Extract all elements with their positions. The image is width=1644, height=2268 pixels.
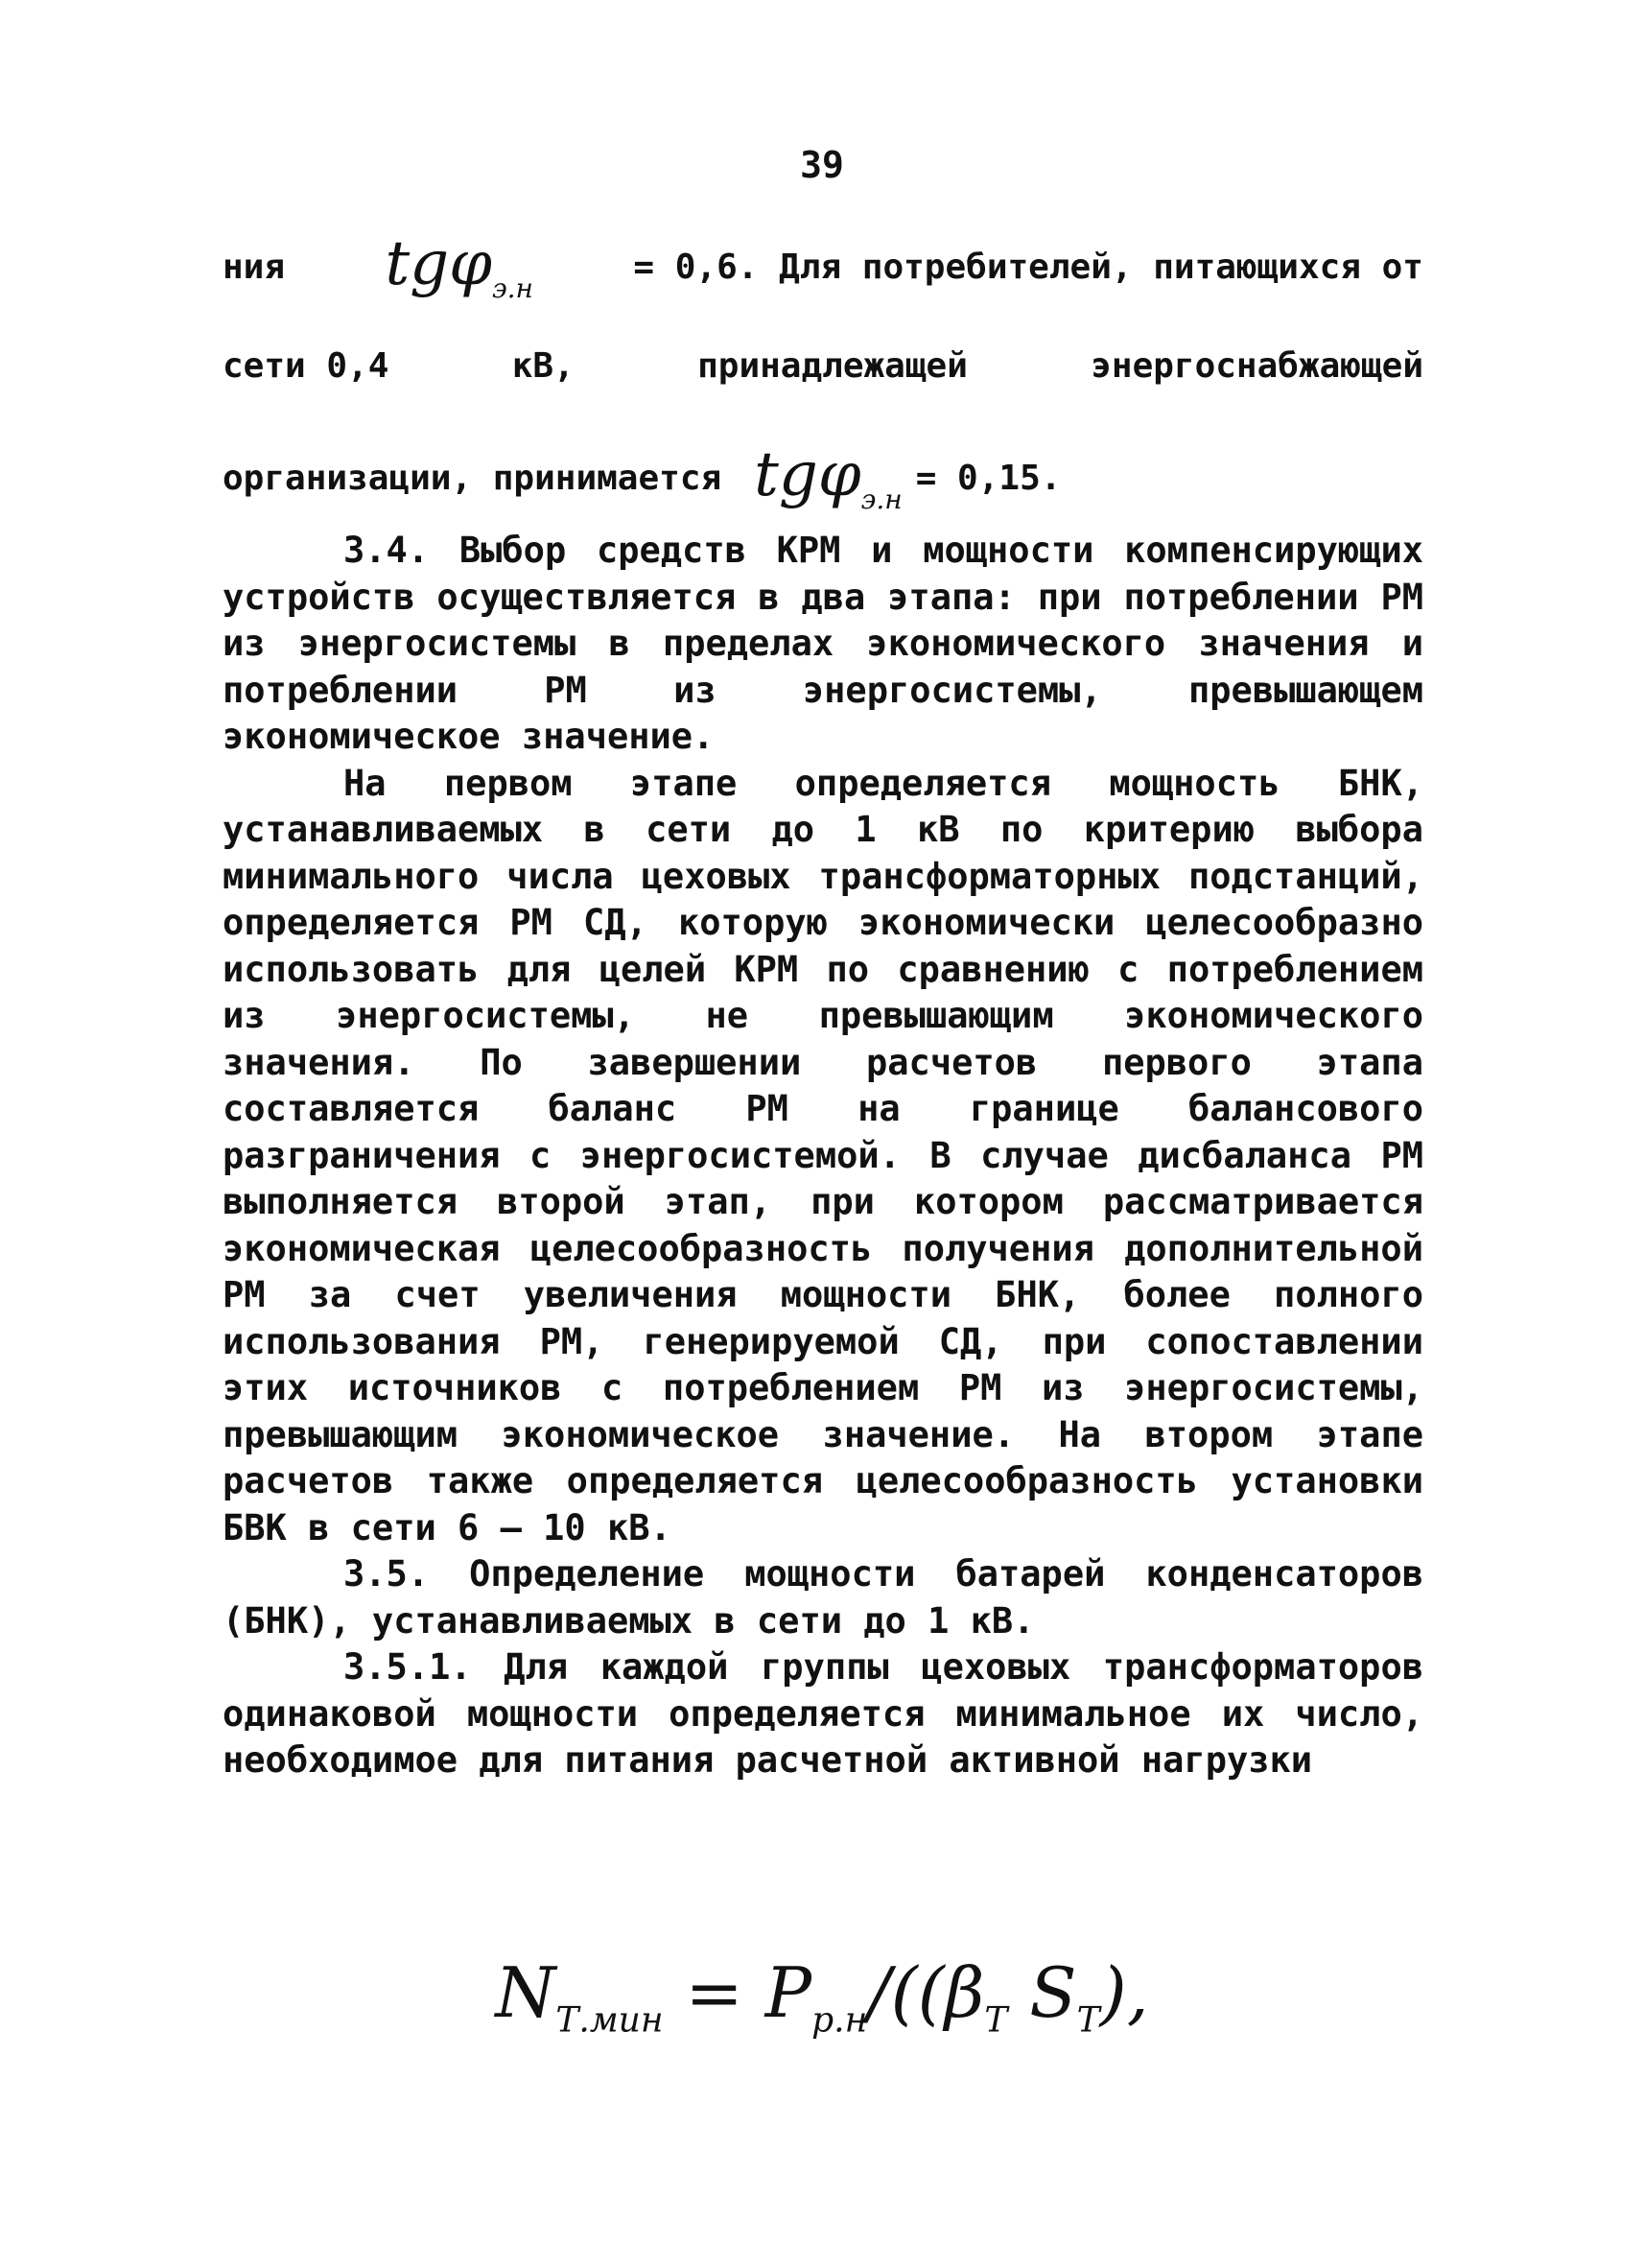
intro-text: сети 0,4 (223, 345, 389, 386)
intro-line-3 (223, 434, 1423, 515)
page-number: 39 (800, 144, 844, 186)
intro-line-2 (223, 346, 1423, 386)
tangent-formula: tgφ$_{э.н}$ (754, 438, 903, 515)
intro-text: = 0,15. (915, 458, 1062, 498)
paragraph: На первом этапе определяется мощность БНК, устанавливаемых в сети до 1 кВ по критерию выбора минимального числа цеховых трансформаторных подстанций, определяется РМ СД, которую экономически целесообразно использовать для целей КРМ по сравнению с потреблением из энергосистемы, не превышающим экономического значения. По завершении расчетов первого этапа составляется баланс РМ на границе балансового разграничения с энергосистемой. В случае дисбаланса РМ выполняется второй этап, при котором рассматривается экономическая целесообразность получения дополнительной РМ за счет увеличения мощности БНК, более полного использования РМ, генерируемой СД, при сопоставлении этих источников с потреблением РМ из энергосистемы, превышающим экономическое значение. На втором этапе расчетов также определяется целесообразность установки БВК в сети 6 – 10 кВ. (223, 762, 1423, 1548)
paragraph: 3.5. Определение мощности батарей конденсаторов (БНК), устанавливаемых в сети до 1 кВ. (223, 1553, 1423, 1642)
tangent-formula: tgφ$_{э.н}$ (385, 228, 533, 304)
intro-text: принадлежащей (697, 345, 968, 386)
intro-line-1 (223, 223, 1423, 304)
body-text (223, 528, 1423, 1784)
intro-text: = 0,6. Для потребителей, питающихся от (633, 248, 1423, 287)
intro-text: кВ, (511, 345, 575, 386)
intro-text: организации, принимается (223, 458, 722, 498)
intro-block (223, 223, 1423, 515)
paragraph: 3.4. Выбор средств КРМ и мощности компенсирующих устройств осуществляется в два этапа: при потреблении РМ из энергосистемы в пределах экономического значения и потреблении РМ из энергосистемы, превышающем экономическое значение. (223, 530, 1423, 757)
intro-text: ния (223, 248, 286, 287)
paragraph: 3.5.1. Для каждой группы цеховых трансформаторов одинаковой мощности определяется минимальное их число, необходимое для питания расчетной активной нагрузки (223, 1646, 1423, 1781)
intro-text: энергоснабжающей (1091, 345, 1423, 386)
formula-transformer-count: $N_{Т.мин} = P_{р.н}/((\beta_Т$ $S_Т$), (495, 1952, 1149, 2041)
